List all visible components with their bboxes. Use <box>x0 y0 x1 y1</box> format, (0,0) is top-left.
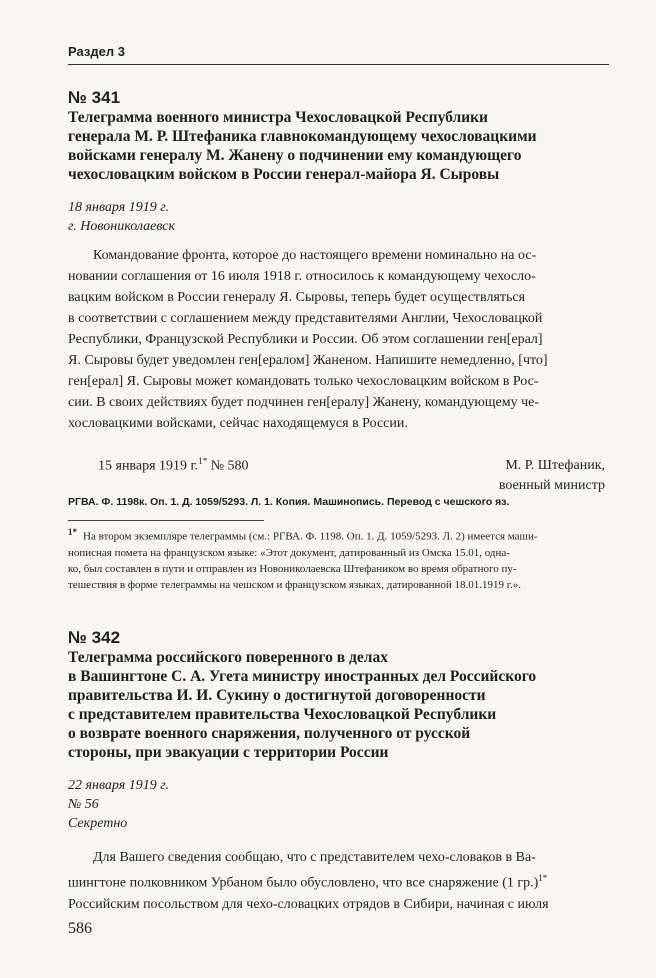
doc1-body-line: хословацкими войсками, сейчас находящемуся в России. <box>68 416 408 431</box>
footnote-mark: 1* <box>68 527 77 537</box>
doc1-meta <box>68 198 175 236</box>
doc1-body-line: вацким войском в России генералу Я. Сыровы, теперь будет осуществляться <box>68 290 526 305</box>
signature-number: № 580 <box>210 458 249 474</box>
doc1-body-line: Республики, Французской Республики и России. Об этом соглашении ген[ерал] <box>68 332 543 347</box>
doc1-source: РГВА. Ф. 1198к. Оп. 1. Д. 1059/5293. Л. 1. Копия. Машинопись. Перевод с чешского яз. <box>68 496 510 508</box>
doc1-title-line: генерала М. Р. Штефаника главнокомандующему чехословацкими <box>68 128 537 145</box>
footnote-ref[interactable]: 1* <box>538 873 548 883</box>
footnote-line: ко, был составлен в пути и отправлен из Новониколаевска Штефаником во время обратного пу- <box>68 562 517 575</box>
doc1-signer <box>420 456 605 496</box>
doc2-body-line-text: шингтоне полковником Урбаном было обусловлено, что все снаряжение (1 гр.) <box>68 875 539 891</box>
doc2-date: 22 января 1919 г. <box>68 778 170 793</box>
header-rule <box>68 64 609 65</box>
doc2-title-line: о возврате военного снаряжения, полученного от русской <box>68 725 471 742</box>
doc1-body-line: новании соглашения от 16 июля 1918 г. относилось к командующему чехосло- <box>68 269 536 284</box>
footnote-rule <box>68 520 264 521</box>
doc2-title-line: стороны, при эвакуации с территории России <box>68 744 389 761</box>
signer-name: М. Р. Штефаник, <box>505 458 605 473</box>
footnote-ref[interactable]: 1* <box>198 456 208 466</box>
doc1-title-line: Телеграмма военного министра Чехословацкой Республики <box>68 109 488 126</box>
section-label: Раздел 3 <box>68 44 125 59</box>
doc2-body-line: Для Вашего сведения сообщаю, что с представителем чехо-словаков в Ва- <box>93 850 536 865</box>
doc2-body <box>68 847 609 915</box>
doc1-body-line: Командование фронта, которое до настоящего времени номинально на ос- <box>93 248 537 263</box>
doc1-signature-date <box>98 456 249 475</box>
doc1-place: г. Новониколаевск <box>68 219 176 234</box>
footnote-line: На втором экземпляре телеграммы (см.: РГВА. Ф. 1198. Оп. 1. Д. 1059/5293. Л. 2) имеется маши- <box>83 530 538 543</box>
doc1-footnote <box>68 524 609 593</box>
footnote-line: тешествия в форме телеграммы на чешском и французском языках, датированной 18.01.1919 г.». <box>68 578 522 591</box>
doc1-body-line: Я. Сыровы будет уведомлен ген[ералом] Жаненом. Напишите немедленно, [что] <box>68 353 548 368</box>
doc1-body-line: в соответствии с соглашением между представителями Англии, Чехословацкой <box>68 311 543 326</box>
doc1-title-line: войсками генералу М. Жанену о подчинении ему командующего <box>68 147 522 164</box>
signer-title: военный министр <box>498 478 605 493</box>
doc1-title-line: чехословацким войском в России генерал-майора Я. Сыровы <box>68 166 500 183</box>
doc2-title-line: Телеграмма российского поверенного в делах <box>68 649 388 666</box>
doc1-body <box>68 245 609 434</box>
doc2-classification: Секретно <box>68 816 128 831</box>
doc2-number-line: № 56 <box>68 797 99 812</box>
doc1-body-line: сии. В своих действиях будет подчинен ген[ералу] Жанену, командующему че- <box>68 395 540 410</box>
doc2-number: № 342 <box>68 628 121 647</box>
doc1-title <box>68 108 613 184</box>
doc2-title-line: правительства И. И. Сукину о достигнутой договоренности <box>68 687 486 704</box>
doc2-body-line <box>68 868 609 894</box>
doc1-date: 18 января 1919 г. <box>68 200 170 215</box>
doc1-body-line: ген[ерал] Я. Сыровы может командовать только чехословацким войском в Рос- <box>68 374 539 389</box>
signature-date-text: 15 января 1919 г. <box>98 458 199 474</box>
footnote-line: нописная помета на французском языке: «Этот документ, датированный из Омска 15.01, одна- <box>68 546 510 559</box>
doc2-title <box>68 648 613 762</box>
doc2-meta <box>68 776 169 833</box>
doc2-body-line: Российским посольством для чехо-словацких отрядов в Сибири, начиная с июля <box>68 896 549 912</box>
doc2-title-line: в Вашингтоне С. А. Угета министру иностранных дел Российского <box>68 668 537 685</box>
page-number: 586 <box>68 920 92 937</box>
doc1-number: № 341 <box>68 88 121 107</box>
doc2-title-line: с представителем правительства Чехословацкой Республики <box>68 706 497 723</box>
